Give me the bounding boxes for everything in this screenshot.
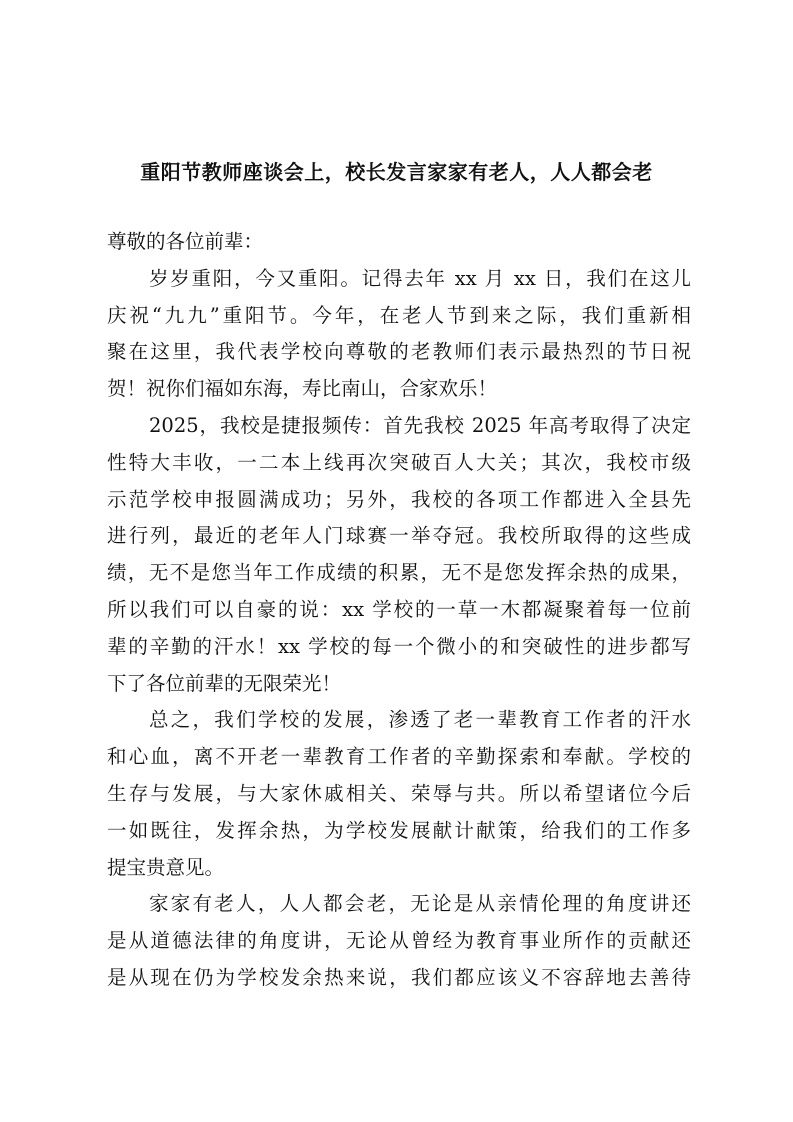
- paragraph-line: 绩，无不是您当年工作成绩的积累，无不是您发挥余热的成果，: [107, 561, 691, 585]
- greeting: 尊敬的各位前辈：: [107, 230, 264, 253]
- paragraph-line: 庆祝“九九”重阳节。今年，在老人节到来之际，我们重新相: [107, 303, 691, 327]
- paragraph-line: 总之，我们学校的发展，渗透了老一辈教育工作者的汗水: [149, 708, 691, 732]
- paragraphs: [107, 261, 691, 997]
- paragraph-line: 是从道德法律的角度讲，无论从曾经为教育事业所作的贡献还: [107, 929, 691, 953]
- paragraph-line: 生存与发展，与大家休戚相关、荣辱与共。所以希望诸位今后: [107, 781, 691, 805]
- paragraph-line: 所以我们可以自豪的说：xx 学校的一草一木都凝聚着每一位前: [107, 597, 691, 621]
- paragraph-line: 性特大丰收，一二本上线再次突破百人大关；其次，我校市级: [107, 450, 691, 474]
- paragraph: [107, 408, 691, 702]
- paragraph-line: 和心血，离不开老一辈教育工作者的辛勤探索和奉献。学校的: [107, 745, 691, 769]
- paragraph-line: 辈的辛勤的汗水！xx 学校的每一个微小的和突破性的进步都写: [107, 634, 691, 658]
- paragraph-line: 岁岁重阳，今又重阳。记得去年 xx 月 xx 日，我们在这儿: [149, 266, 691, 290]
- paragraph-line: 示范学校申报圆满成功；另外，我校的各项工作都进入全县先: [107, 487, 691, 511]
- document-body: [107, 224, 691, 997]
- paragraph: [107, 702, 691, 886]
- paragraph-line: 聚在这里，我代表学校向尊敬的老教师们表示最热烈的节日祝: [107, 340, 691, 364]
- paragraph: [107, 886, 691, 996]
- paragraph-line: 下了各位前辈的无限荣光！: [107, 671, 342, 695]
- paragraph-line: 进行列，最近的老年人门球赛一举夺冠。我校所取得的这些成: [107, 524, 691, 548]
- paragraph-line: 是从现在仍为学校发余热来说，我们都应该义不容辞地去善待: [107, 965, 691, 989]
- paragraph-line: 贺！祝你们福如东海，寿比南山，合家欢乐！: [107, 377, 498, 401]
- document-title: 重阳节教师座谈会上，校长发言家家有老人，人人都会老: [140, 160, 653, 184]
- paragraph-line: 家家有老人，人人都会老，无论是从亲情伦理的角度讲还: [149, 892, 691, 916]
- paragraph-line: 一如既往，发挥余热，为学校发展献计献策，给我们的工作多: [107, 818, 691, 842]
- paragraph-line: 2025，我校是捷报频传：首先我校 2025 年高考取得了决定: [149, 413, 691, 437]
- paragraph-line: 提宝贵意见。: [107, 855, 225, 879]
- paragraph: [107, 261, 691, 408]
